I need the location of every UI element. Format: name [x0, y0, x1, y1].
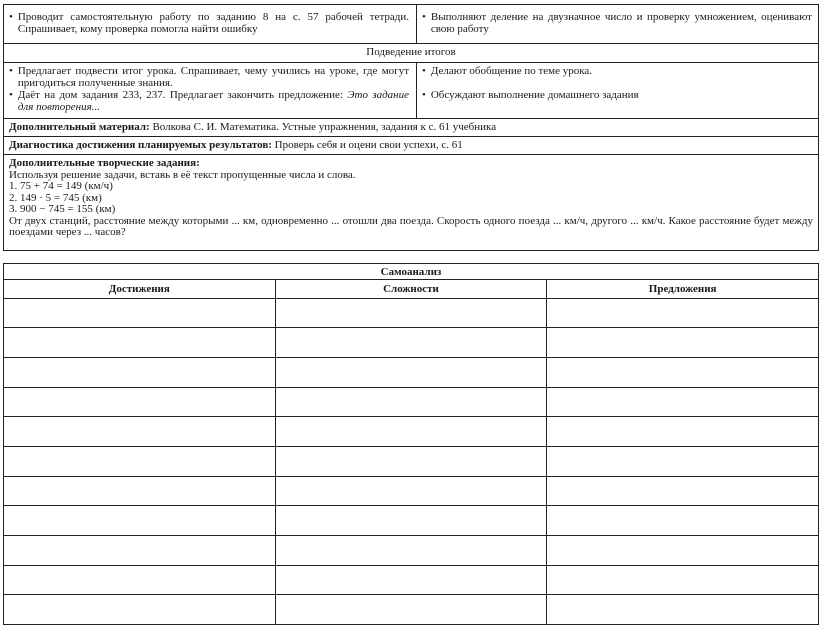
- table-cell[interactable]: [547, 536, 819, 566]
- table-cell[interactable]: [4, 595, 276, 625]
- table-cell[interactable]: [547, 387, 819, 417]
- table-row: [4, 447, 819, 477]
- bullet-icon: •: [9, 11, 13, 23]
- bullet-icon: •: [422, 11, 426, 23]
- creative-line-2: 2. 149 · 5 = 745 (км): [9, 191, 102, 204]
- creative-line-3: 3. 900 − 745 = 155 (км): [9, 203, 116, 215]
- summary-left-1: [9, 66, 409, 89]
- table-cell[interactable]: [4, 298, 276, 328]
- table-cell[interactable]: [4, 536, 276, 566]
- top-row-left-text: Проводит самостоятельную работу по заданию 8 на с. 57 рабочей тетради. Спрашивает, кому проверка помогла найти ошибку: [17, 11, 409, 35]
- table-cell[interactable]: [4, 417, 276, 447]
- self-analysis-title: Самоанализ: [4, 264, 819, 280]
- table-cell[interactable]: [4, 328, 276, 358]
- summary-divider: [416, 62, 417, 119]
- table-row: [4, 476, 819, 506]
- additional-material: [9, 122, 813, 134]
- table-cell[interactable]: [547, 358, 819, 388]
- creative-block: [9, 158, 813, 239]
- top-row-left: [9, 12, 409, 35]
- lesson-plan-page: [3, 4, 819, 626]
- summary-right-1: [422, 66, 812, 78]
- creative-task: От двух станций, расстояние между которыми ... км, одновременно ... отошли два поезда. Скорость одного поезда ... км/ч, другого ... км/ч. Какое расстояние будет между поездами через ... часов?: [9, 214, 813, 238]
- table-cell[interactable]: [275, 536, 547, 566]
- column-difficulties: Сложности: [275, 280, 547, 298]
- summary-header: Подведение итогов: [366, 46, 456, 58]
- table-cell[interactable]: [4, 447, 276, 477]
- table-cell[interactable]: [4, 476, 276, 506]
- diagnostics-text: Проверь себя и оцени свои успехи, с. 61: [271, 139, 463, 151]
- table-cell[interactable]: [4, 506, 276, 536]
- summary-left-1-text: Предлагает подвести итог урока. Спрашивает, чему учились на уроке, где могут пригодиться полученные знания.: [17, 65, 409, 89]
- column-achievements: Достижения: [4, 280, 276, 298]
- table-cell[interactable]: [275, 565, 547, 595]
- bullet-icon: •: [9, 65, 13, 77]
- additional-label: Дополнительный материал:: [9, 121, 150, 133]
- table-cell[interactable]: [275, 476, 547, 506]
- table-cell[interactable]: [547, 447, 819, 477]
- bullet-icon: •: [422, 89, 426, 101]
- bullet-icon: •: [422, 65, 426, 77]
- table-row: [4, 536, 819, 566]
- top-row-right-text: Выполняют деление на двузначное число и проверку умножением, оценивают свою работу: [430, 11, 812, 35]
- top-row-right: [422, 12, 812, 35]
- table-cell[interactable]: [547, 565, 819, 595]
- top-row-divider: [416, 4, 417, 44]
- self-analysis-title-row: [4, 264, 819, 280]
- table-cell[interactable]: [275, 328, 547, 358]
- table-cell[interactable]: [547, 328, 819, 358]
- table-cell[interactable]: [275, 447, 547, 477]
- table-cell[interactable]: [275, 506, 547, 536]
- additional-text: Волкова С. И. Математика. Устные упражнения, задания к с. 61 учебника: [149, 121, 497, 133]
- table-row: [4, 506, 819, 536]
- diagnostics-label: Диагностика достижения планируемых результатов:: [9, 139, 272, 151]
- column-suggestions: Предложения: [547, 280, 819, 298]
- table-row: [4, 565, 819, 595]
- creative-label: Дополнительные творческие задания:: [9, 157, 200, 169]
- summary-right-1-text: Делают обобщение по теме урока.: [430, 65, 593, 77]
- table-cell[interactable]: [547, 298, 819, 328]
- diagnostics: [9, 140, 813, 152]
- summary-left-2: [9, 90, 409, 113]
- table-cell[interactable]: [275, 595, 547, 625]
- table-cell[interactable]: [275, 358, 547, 388]
- summary-right-2: [422, 90, 812, 102]
- summary-right-2-text: Обсуждают выполнение домашнего задания: [430, 89, 639, 101]
- table-cell[interactable]: [547, 476, 819, 506]
- bullet-icon: •: [9, 89, 13, 101]
- table-row: [4, 328, 819, 358]
- table-cell[interactable]: [275, 417, 547, 447]
- table-row: [4, 358, 819, 388]
- self-analysis-table: [3, 263, 819, 625]
- table-cell[interactable]: [547, 595, 819, 625]
- self-analysis-header-row: [4, 280, 819, 298]
- table-cell[interactable]: [4, 358, 276, 388]
- table-row: [4, 417, 819, 447]
- table-cell[interactable]: [275, 298, 547, 328]
- table-cell[interactable]: [547, 506, 819, 536]
- table-cell[interactable]: [4, 565, 276, 595]
- creative-intro: Используя решение задачи, вставь в её текст пропущенные числа и слова.: [9, 168, 356, 181]
- creative-line-1: 1. 75 + 74 = 149 (км/ч): [9, 180, 113, 192]
- table-row: [4, 298, 819, 328]
- table-row: [4, 595, 819, 625]
- table-cell[interactable]: [275, 387, 547, 417]
- table-row: [4, 387, 819, 417]
- summary-left-2-text: Даёт на дом задания 233, 237. Предлагает закончить предложение: Это задание для повторения...: [17, 89, 410, 113]
- table-cell[interactable]: [547, 417, 819, 447]
- table-cell[interactable]: [4, 387, 276, 417]
